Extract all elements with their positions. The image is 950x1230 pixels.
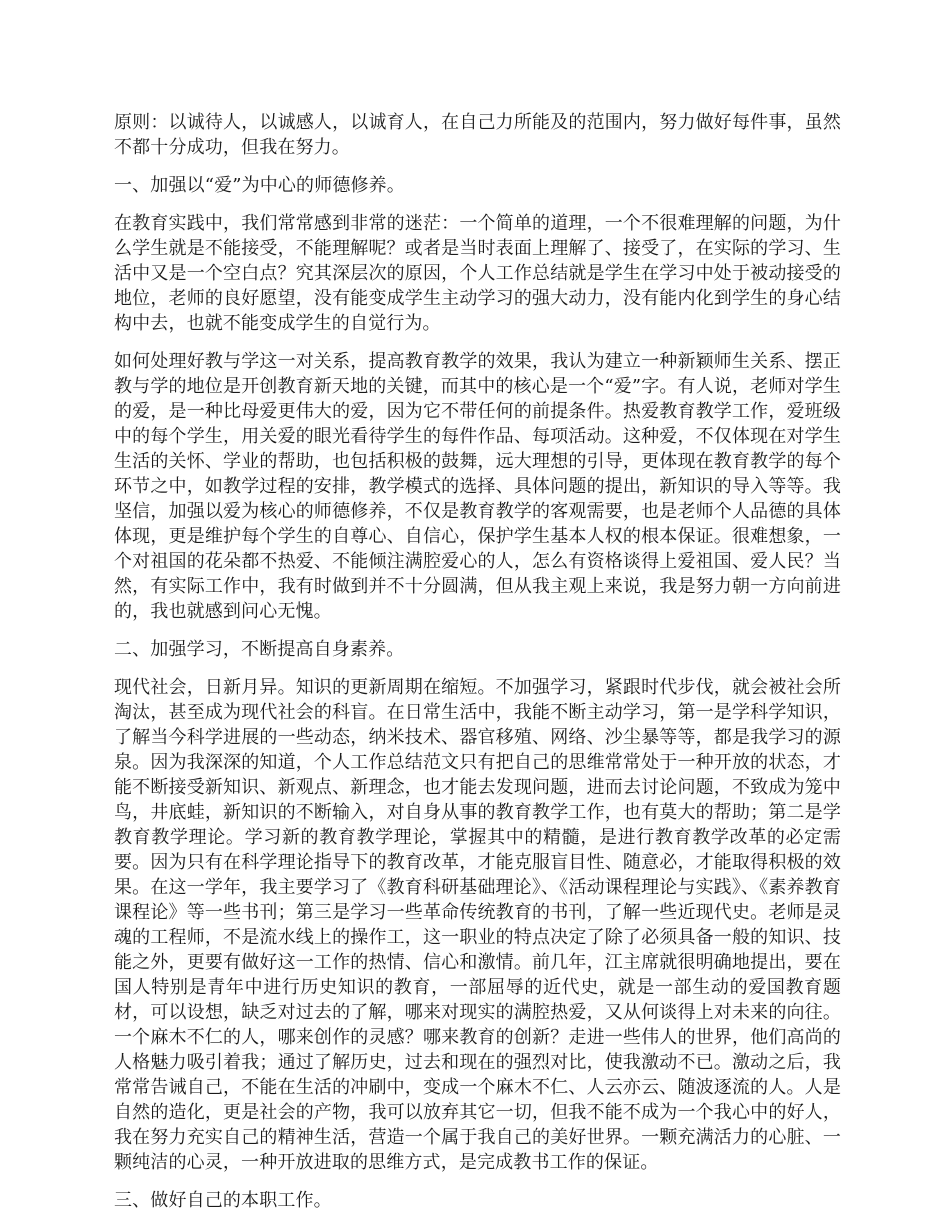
- paragraph-love: 如何处理好教与学这一对关系，提高教育教学的效果，我认为建立一种新颖师生关系、摆正教与学的地位是开创教育新天地的关键，而其中的核心是一个“爱”字。有人说，老师对学生的爱，是一种比母爱更伟大的爱，因为它不带任何的前提条件。热爱教育教学工作，爱班级中的每个学生，用关爱的眼光看待学生的每件作品、每项活动。这种爱，不仅体现在对学生生活的关怀、学业的帮助，也包括积极的鼓舞，远大理想的引导，更体现在教育教学的每个环节之中，如教学过程的安排，教学模式的选择、具体问题的提出，新知识的导入等等。我坚信，加强以爱为核心的师德修养，不仅是教育教学的客观需要，也是老师个人品德的具体体现，更是维护每个学生的自尊心、自信心，保护学生基本人权的根本保证。很难想象，一个对祖国的花朵都不热爱、不能倾注满腔爱心的人，怎么有资格谈得上爱祖国、爱人民？当然，有实际工作中，我有时做到并不十分圆满，但从我主观上来说，我是努力朝一方向前进的，我也就感到问心无愧。: [114, 351, 841, 622]
- section-heading-3: 三、做好自己的本职工作。: [114, 1190, 332, 1211]
- paragraph-learning: 现代社会，日新月异。知识的更新周期在缩短。不加强学习，紧跟时代步伐，就会被社会所淘汰，甚至成为现代社会的科盲。在日常生活中，我能不断主动学习，第一是学科学知识，了解当今科学进展的一些动态，纳米技术、器官移殖、网络、沙尘暴等等，都是我学习的源泉。因为我深深的知道，个人工作总结范文只有把自己的思维常常处于一种开放的状态，才能不断接受新知识、新观点、新理念，也才能去发现问题，进而去讨论问题，不致成为笼中鸟，井底蛙，新知识的不断输入，对自身从事的教育教学工作，也有莫大的帮助；第二是学教育教学理论。学习新的教育教学理论，掌握其中的精髓，是进行教育教学改革的必定需要。因为只有在科学理论指导下的教育改革，才能克服盲目性、随意必，才能取得积极的效果。在这一学年，我主要学习了《教育科研基础理论》、《活动课程理论与实践》、《素养教育课程论》等一些书刊；第三是学习一些革命传统教育的书刊，了解一些近现代史。老师是灵魂的工程师，不是流水线上的操作工，这一职业的特点决定了除了必须具备一般的知识、技能之外，更要有做好这一工作的热情、信心和激情。前几年，江主席就很明确地提出，要在国人特别是青年中进行历史知识的教育，一部屈辱的近代史，就是一部生动的爱国教育题材，可以设想，缺乏对过去的了解，哪来对现实的满腔热爱，又从何谈得上对未来的向往。一个麻木不仁的人，哪来创作的灵感？哪来教育的创新？走进一些伟人的世界，他们高尚的人格魅力吸引着我；通过了解历史，过去和现在的强烈对比，使我激动不已。激动之后，我常常告诫自己，不能在生活的冲刷中，变成一个麻木不仁、人云亦云、随波逐流的人。人是自然的造化，更是社会的产物，我可以放弃其它一切，但我不能不成为一个我心中的好人，我在努力充实自己的精神生活，营造一个属于我自己的美好世界。一颗充满活力的心脏、一颗纯洁的心灵，一种开放进取的思维方式，是完成教书工作的保证。: [114, 677, 841, 1173]
- section-heading-2: 二、加强学习，不断提高自身素养。: [114, 639, 405, 660]
- paragraph-principle: 原则：以诚待人，以诚感人，以诚育人，在自己力所能及的范围内，努力做好每件事，虽然不都十分成功，但我在努力。: [114, 112, 841, 158]
- document-body: [114, 110, 841, 1226]
- section-heading-1: 一、加强以“爱”为中心的师德修养。: [114, 175, 405, 196]
- paragraph-confusion: 在教育实践中，我们常常感到非常的迷茫：一个简单的道理，一个不很难理解的问题，为什么学生就是不能接受，不能理解呢？或者是当时表面上理解了、接受了，在实际的学习、生活中又是一个空白点？究其深层次的原因，个人工作总结就是学生在学习中处于被动接受的地位，老师的良好愿望，没有能变成学生主动学习的强大动力，没有能内化到学生的身心结构中去，也就不能变成学生的自觉行为。: [114, 213, 841, 334]
